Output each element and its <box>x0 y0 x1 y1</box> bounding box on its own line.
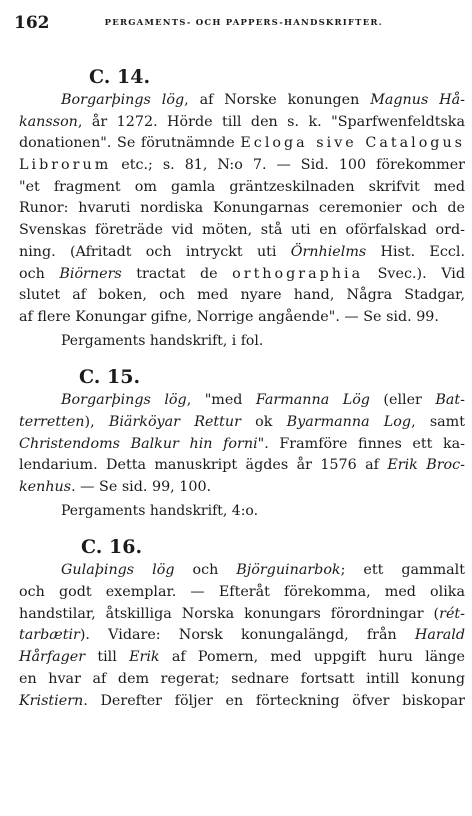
text-line: tarbætir). Vidare: Norsk konungalängd, från Harald <box>19 627 465 644</box>
text-line: af flere Konungar gifne, Norrige angående". — Se sid. 99. <box>19 308 439 325</box>
text-line: och godt exemplar. — Efteråt förekomma, med olika <box>19 584 465 601</box>
text-line: kenhus. — Se sid. 99, 100. <box>19 479 212 495</box>
text-line: "et fragment om gamla gräntzeskilnaden skrifvit med <box>19 178 465 195</box>
text-line: donationen". Se förutnämnde Ecloga sive Catalogus <box>19 135 465 152</box>
text-line: Svenskas företräde vid möten, stå uti en oförfalskad ord- <box>19 222 465 239</box>
text-line: en hvar af dem regerat; sednare fortsatt intill konung <box>19 670 465 687</box>
text-line: Borgarþings lög, "med Farmanna Lög (eller Bat- <box>61 392 465 409</box>
text-line: Christendoms Balkur hin forni". Framföre finnes ett ka- <box>19 435 465 452</box>
running-title: PERGAMENTS- OCH PAPPERS-HANDSKRIFTER. <box>104 18 383 28</box>
text-line: Hårfager till Erik af Pomern, med uppgift huru länge <box>19 649 465 666</box>
section-heading: C. 16. <box>81 536 143 559</box>
manuscript-note: Pergaments handskrift, i fol. <box>61 332 264 349</box>
text-line: och Biörners tractat de orthographia Svec.). Vid <box>19 265 465 282</box>
running-head <box>14 10 458 36</box>
text-line: Runor: hvaruti nordiska Konungarnas ceremonier och de <box>19 200 465 217</box>
page-number: 162 <box>14 13 50 33</box>
text-line: Kristiern. Derefter följer en förteckning öfver biskopar <box>19 692 465 709</box>
text-line: Borgarþings lög, af Norske konungen Magnus Hå- <box>61 92 466 108</box>
text-line: ning. (Afritadt och intryckt uti Örnhielms Hist. Eccl. <box>19 243 466 260</box>
text-line: Librorum etc.; s. 81, N:o 7. — Sid. 100 förekommer <box>19 157 465 174</box>
section-heading: C. 15. <box>79 366 141 389</box>
text-line: terretten), Biärköyar Rettur ok Byarmanna Log, samt <box>19 413 465 430</box>
manuscript-note: Pergaments handskrift, 4:o. <box>61 502 259 519</box>
text-line: kansson, år 1272. Hörde till den s. k. "Sparfwenfeldtska <box>19 113 465 130</box>
text-line: handstilar, åtskilliga Norska konungars förordningar (rét- <box>19 605 465 622</box>
page-body <box>19 64 465 712</box>
text-line: Gulaþings lög och Björguinarbok; ett gammalt <box>61 562 465 579</box>
text-line: lendarium. Detta manuskript ägdes år 1576 af Erik Broc- <box>19 457 465 474</box>
text-line: slutet af boken, och med nyare hand, Några Stadgar, <box>19 287 465 304</box>
section-heading: C. 14. <box>89 66 151 88</box>
